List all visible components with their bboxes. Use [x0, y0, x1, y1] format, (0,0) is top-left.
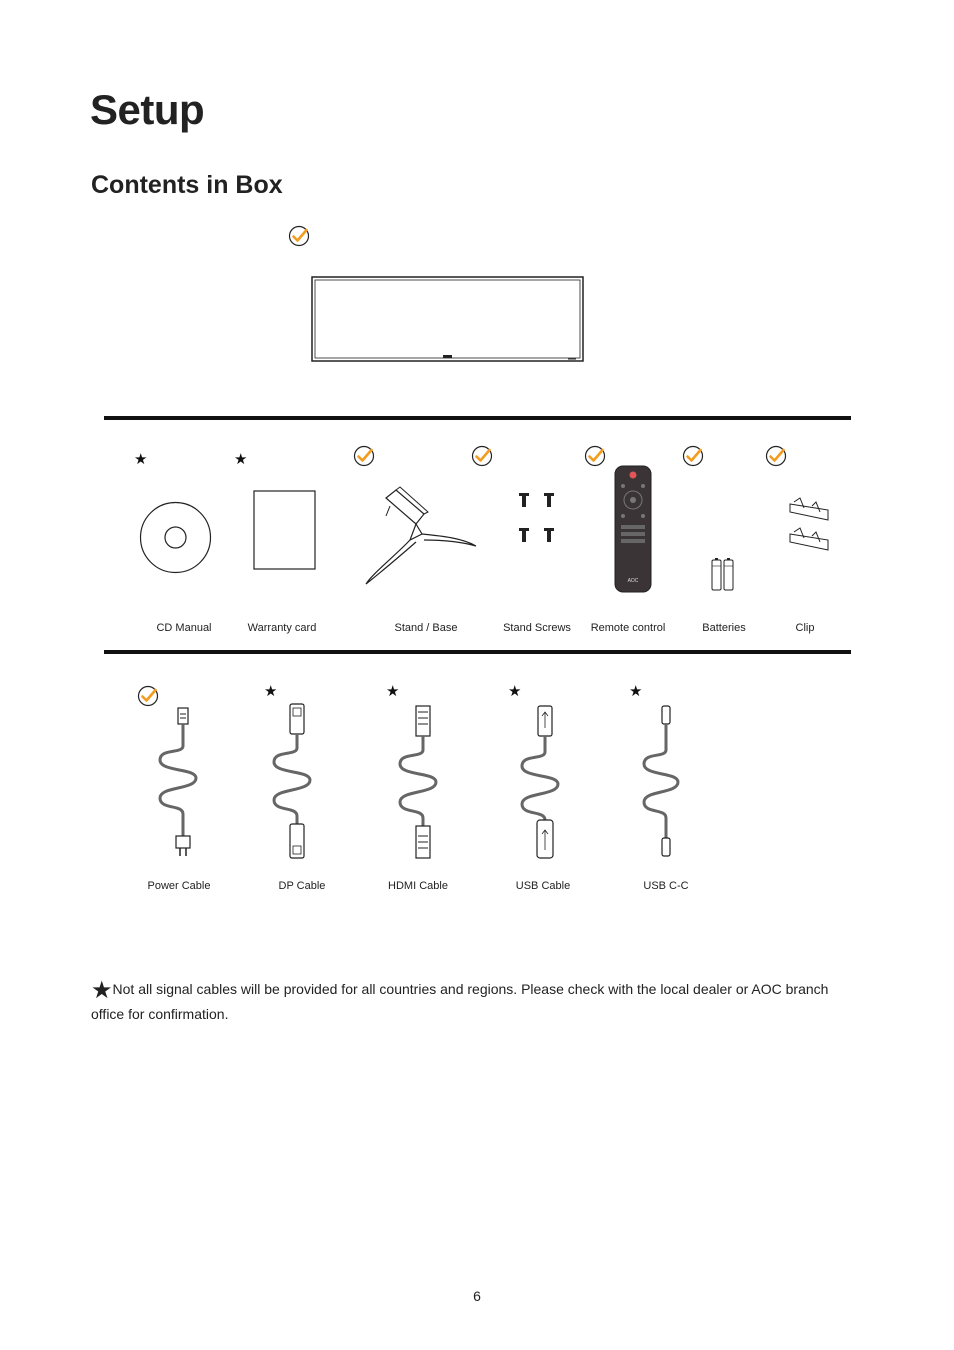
item-label-clip: Clip [795, 622, 815, 634]
hdmi-cable-icon [396, 702, 446, 862]
stand-icon [362, 484, 482, 588]
check-icon [471, 445, 493, 467]
footnote [91, 977, 861, 1027]
star-icon: ★ [91, 976, 113, 1004]
item-label-usb-cable: USB Cable [515, 880, 571, 892]
divider-top [104, 416, 851, 420]
item-label-cd-manual: CD Manual [156, 622, 212, 634]
check-icon [584, 445, 606, 467]
remote-brand-label: AOC [627, 578, 639, 584]
section-title: Contents in Box [91, 171, 283, 199]
cd-icon [138, 500, 214, 576]
star-icon: ★ [234, 450, 248, 468]
check-icon [288, 225, 310, 247]
item-label-warranty-card: Warranty card [247, 622, 317, 634]
dp-cable-icon [270, 702, 320, 862]
remote-icon [612, 464, 654, 596]
item-label-stand-screws: Stand Screws [503, 622, 571, 634]
battery-icon [710, 556, 736, 592]
clip-icon [786, 494, 832, 552]
monitor-icon [310, 275, 586, 365]
item-label-stand-base: Stand / Base [394, 622, 458, 634]
item-label-dp-cable: DP Cable [278, 880, 326, 892]
star-icon: ★ [629, 682, 643, 700]
screw-icon [516, 490, 560, 546]
footnote-text: Not all signal cables will be provided for all countries and regions. Please check with the local dealer or AOC branch office for confirmation. [91, 981, 829, 1022]
star-icon: ★ [134, 450, 148, 468]
star-icon: ★ [264, 682, 278, 700]
divider-middle [104, 650, 851, 654]
check-icon [682, 445, 704, 467]
item-label-hdmi-cable: HDMI Cable [388, 880, 448, 892]
page-title: Setup [90, 86, 205, 133]
item-label-power-cable: Power Cable [147, 880, 211, 892]
item-label-usb-c-c: USB C-C [643, 880, 689, 892]
item-label-batteries: Batteries [702, 622, 746, 634]
check-icon [765, 445, 787, 467]
page-number: 6 [473, 1288, 481, 1304]
star-icon: ★ [508, 682, 522, 700]
usb-c-cable-icon [640, 702, 690, 862]
star-icon: ★ [386, 682, 400, 700]
check-icon [353, 445, 375, 467]
usb-cable-icon [518, 702, 568, 862]
warranty-card-icon [252, 489, 318, 573]
power-cable-icon [156, 702, 206, 862]
item-label-remote-control: Remote control [590, 622, 666, 634]
